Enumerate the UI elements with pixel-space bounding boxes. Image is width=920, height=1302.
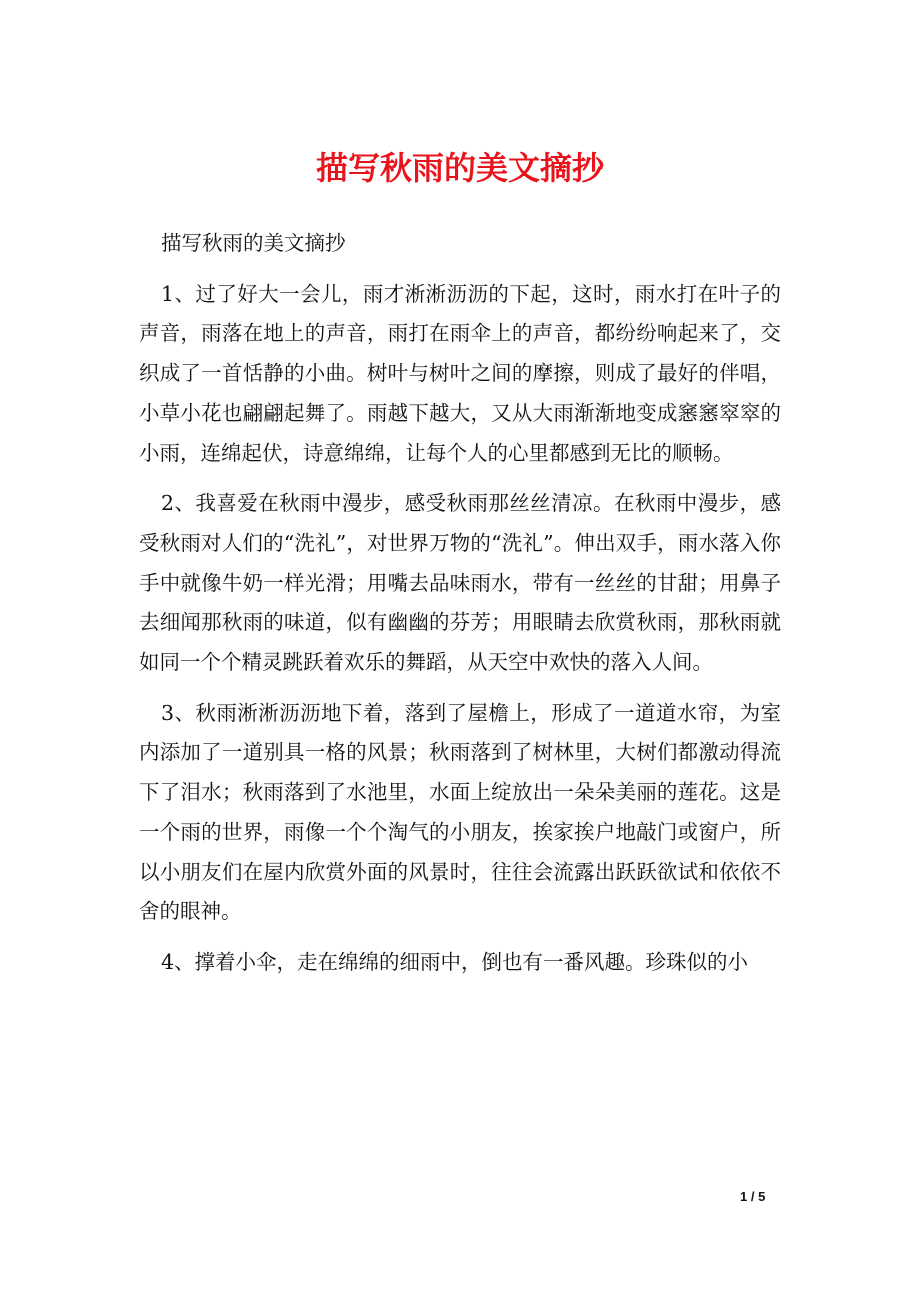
paragraph-1: 1、过了好大一会儿，雨才淅淅沥沥的下起，这时，雨水打在叶子的声音，雨落在地上的声音，雨打在雨伞上的声音，都纷纷响起来了，交织成了一首恬静的小曲。树叶与树叶之间的摩擦，则成了最好的伴唱，小草小花也翩翩起舞了。雨越下越大，又从大雨渐渐地变成窸窸窣窣的小雨，连绵起伏，诗意绵绵，让每个人的心里都感到无比的顺畅。: [139, 281, 781, 465]
paragraph-2: 2、我喜爱在秋雨中漫步，感受秋雨那丝丝清凉。在秋雨中漫步，感受秋雨对人们的“洗礼”，对世界万物的“洗礼”。伸出双手，雨水落入你手中就像牛奶一样光滑；用嘴去品味雨水，带有一丝丝的甘甜；用鼻子去细闻那秋雨的味道，似有幽幽的芬芳；用眼睛去欣赏秋雨，那秋雨就如同一个个精灵跳跃着欢乐的舞蹈，从天空中欢快的落入人间。: [139, 491, 781, 675]
paragraph-subtitle: 描写秋雨的美文摘抄: [161, 231, 346, 255]
document-title: 描写秋雨的美文摘抄: [315, 149, 604, 187]
document-body: [139, 224, 781, 994]
paragraph-4: 4、撑着小伞，走在绵绵的细雨中，倒也有一番风趣。珍珠似的小: [161, 949, 749, 974]
paragraph-3: 3、秋雨淅淅沥沥地下着，落到了屋檐上，形成了一道道水帘，为室内添加了一道别具一格的风景；秋雨落到了树林里，大树们都激动得流下了泪水；秋雨落到了水池里，水面上绽放出一朵朵美丽的莲花。这是一个雨的世界，雨像一个个淘气的小朋友，挨家挨户地敲门或窗户，所以小朋友们在屋内欣赏外面的风景时，往往会流露出跃跃欲试和依依不舍的眼神。: [139, 700, 781, 924]
page-number: 1 / 5: [740, 1189, 766, 1204]
